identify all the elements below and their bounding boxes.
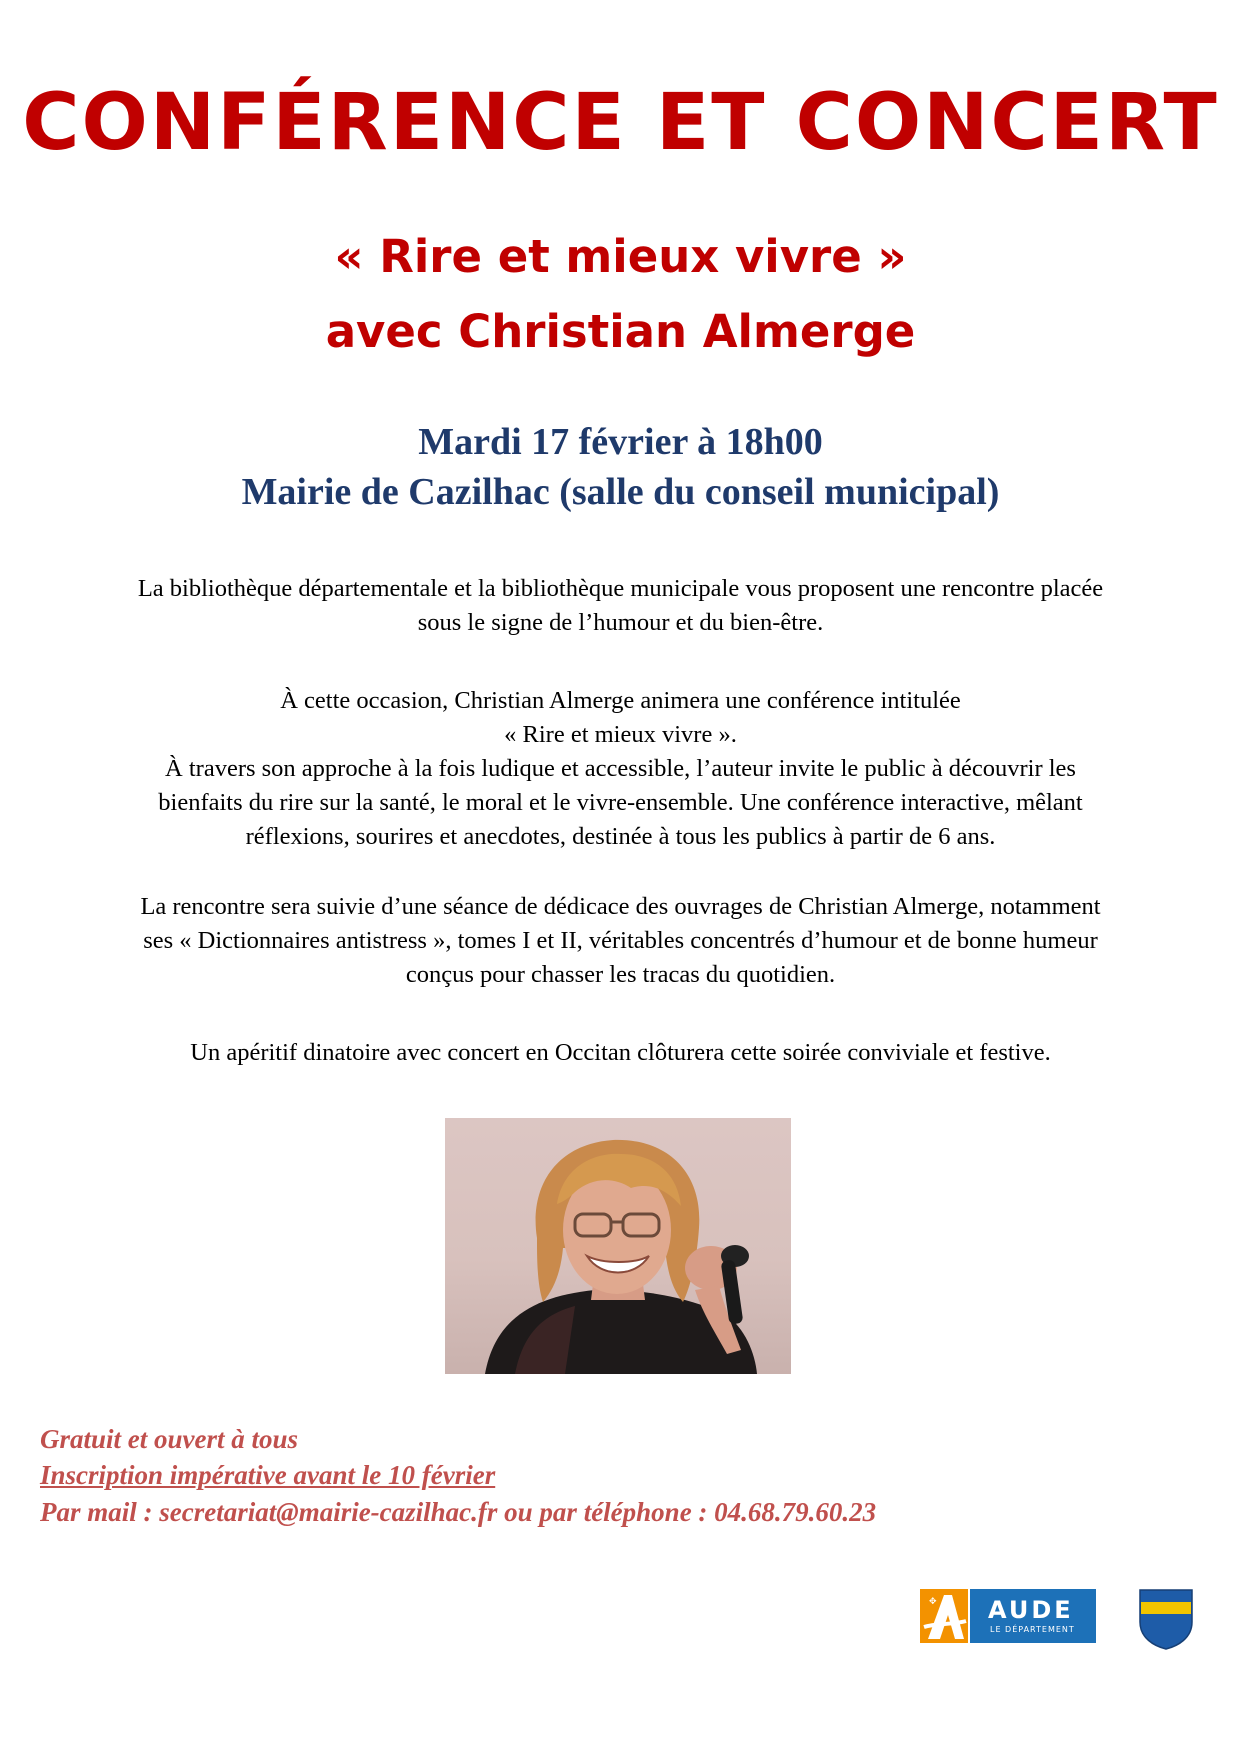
text-line: ses « Dictionnaires antistress », tomes I et II, véritables concentrés d’humour et de bonne humeur [143,927,1098,954]
coat-of-arms-icon [1138,1588,1194,1650]
text-line: La rencontre sera suivie d’une séance de dédicace des ouvrages de Christian Almerge, notamment [140,893,1101,920]
text-line: conçus pour chasser les tracas du quotidien. [405,961,836,988]
intro-paragraph [40,572,1201,640]
cazilhac-crest [1138,1588,1194,1650]
event-date: Mardi 17 février à 18h00 [418,421,823,463]
svg-text:✥: ✥ [929,1597,937,1607]
aperitif-paragraph [40,1036,1201,1070]
poster-title: CONFÉRENCE ET CONCERT [22,78,1219,168]
conference-title: « Rire et mieux vivre » [334,230,907,283]
speaker-photo [445,1118,791,1374]
text-line: bienfaits du rire sur la santé, le moral et le vivre-ensemble. Une conférence interactive, mêlant [158,789,1083,816]
speaker-line: avec Christian Almerge [325,305,916,358]
event-location: Mairie de Cazilhac (salle du conseil municipal) [241,471,1000,513]
aude-department-logo [918,1587,1098,1645]
registration-deadline: Inscription impérative avant le 10 février [40,1460,496,1490]
aude-logo-subtitle: LE DÉPARTEMENT [990,1625,1075,1634]
speaker-portrait-icon [445,1118,791,1374]
free-entry-note: Gratuit et ouvert à tous [40,1424,299,1454]
text-line: Un apéritif dinatoire avec concert en Occitan clôturera cette soirée conviviale et festive. [190,1039,1051,1066]
contact-details: Par mail : secretariat@mairie-cazilhac.fr ou par téléphone : 04.68.79.60.23 [40,1497,877,1527]
text-line: réflexions, sourires et anecdotes, destinée à tous les publics à partir de 6 ans. [245,823,996,850]
text-line: À travers son approche à la fois ludique et accessible, l’auteur invite le public à découvrir les [165,755,1076,782]
text-line: sous le signe de l’humour et du bien-être. [417,609,824,636]
conference-paragraph [40,684,1201,854]
signing-paragraph [40,890,1201,992]
text-line: « Rire et mieux vivre ». [504,721,737,748]
text-line: À cette occasion, Christian Almerge animera une conférence intitulée [280,687,961,714]
text-line: La bibliothèque départementale et la bibliothèque municipale vous proposent une rencontre placée [137,575,1104,602]
aude-logo-wordmark: AUDE [988,1596,1074,1624]
